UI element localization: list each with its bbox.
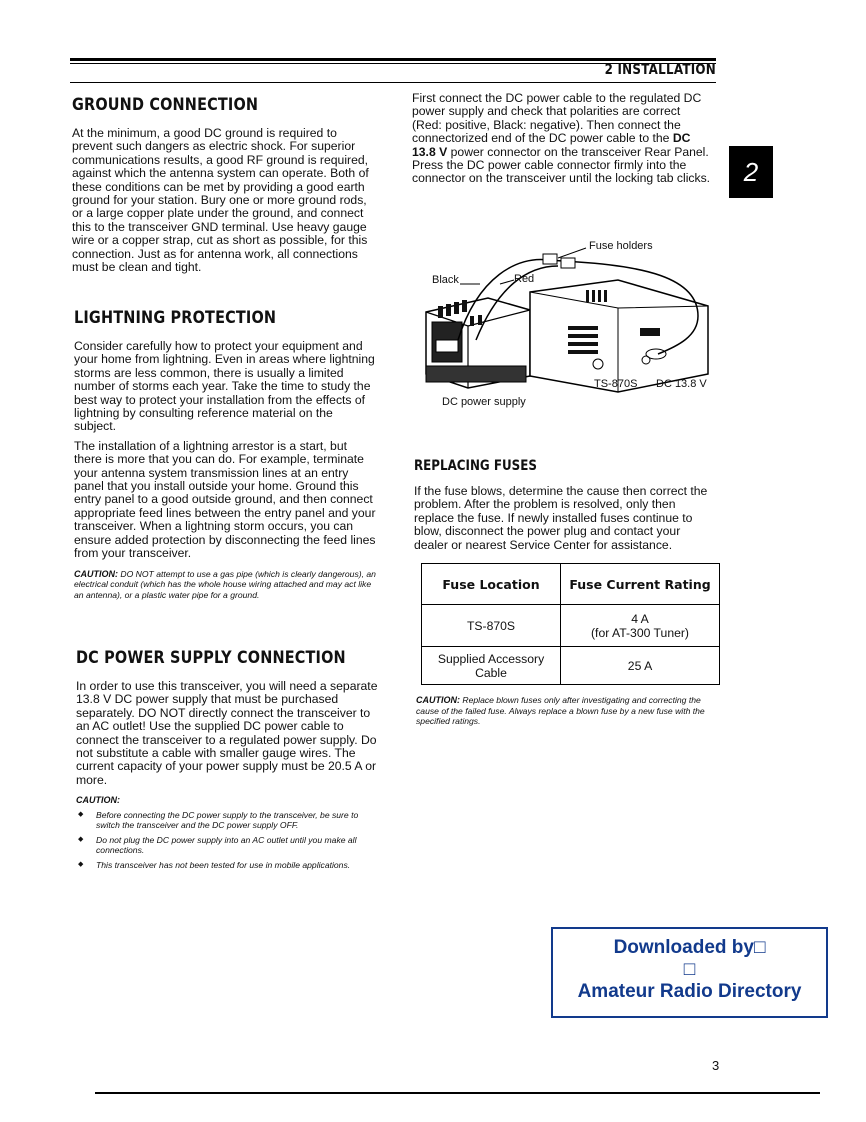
dc-caution-list	[76, 810, 378, 871]
ground-section	[72, 95, 372, 274]
table-row	[422, 605, 720, 647]
dc-connect-bold: DC 13.8 V	[412, 131, 691, 159]
header-fuse-rating: Fuse Current Rating	[561, 564, 720, 605]
download-stamp	[551, 927, 828, 1018]
fuse-location-cell: TS-870S	[422, 605, 561, 647]
page-number: 3	[712, 1058, 720, 1073]
section-header: 2 INSTALLATION	[604, 62, 716, 78]
lightning-p2: The installation of a lightning arrestor is a start, but there is more that you can do. For example, terminate your antenna system transmission lines at an entry panel that you install outside your home. Ground this entry panel to a good outside ground, and then connect appropriate feed lines between the entry panel and your transceiver. When a lightning storm occurs, you can ensure added protection by disconnecting the feed lines from your transceiver.	[74, 438, 376, 561]
fuses-section	[414, 458, 712, 552]
ground-body: At the minimum, a good DC ground is required to prevent such dangers as electric shock. For superior communications results, a good RF ground is required, against which the antenna system can operate. Both of these conditions can be met by providing a good earth ground for your station. Bury one or more ground rods, or a large copper plate under the ground, and connect this to the transceiver GND terminal. Use heavy gauge wire or a copper strap, cut as short as possible, for this connection. Just as for antenna work, all connections must be clean and tight.	[72, 126, 369, 275]
dc-caution-label	[76, 795, 378, 806]
fuse-rating-note: (for AT-300 Tuner)	[591, 625, 689, 640]
ground-title: GROUND CONNECTION	[72, 95, 259, 115]
power-supply-drawing	[426, 298, 530, 388]
lightning-section	[74, 308, 376, 600]
download-line-2: □	[683, 959, 696, 980]
table-row	[422, 647, 720, 685]
download-line-1: Downloaded by□	[613, 937, 766, 958]
fuse-location-cell: Supplied Accessory Cable	[422, 647, 561, 685]
dc-caution-item: ◆ Before connecting the DC power supply to the transceiver, be sure to switch the transceiver and the DC power supply OFF.	[76, 810, 378, 831]
fuse-rating-value: 4 A	[631, 611, 649, 626]
header-rule	[70, 58, 716, 61]
red-label: Red	[514, 273, 535, 285]
fuse-rating-cell: 25 A	[561, 647, 720, 685]
fuse-rating-cell	[561, 605, 720, 647]
download-line-3: Amateur Radio Directory	[577, 981, 802, 1002]
dc-13-8-label: DC 13.8 V	[656, 378, 707, 390]
dc-connect-intro-b: power connector on the transceiver Rear Panel. Press the DC power cable connector firmly into the connector on the transceiver until the locking tab clicks.	[412, 144, 711, 186]
fuses-caution-text: Replace blown fuses only after investigating and correcting the cause of the failed fuse. Always replace a blown fuse by a new fuse with the specified ratings.	[416, 695, 705, 726]
fuses-caution	[416, 695, 716, 727]
dc-caution-label-text: CAUTION:	[76, 795, 120, 806]
fuses-title: REPLACING FUSES	[414, 458, 537, 474]
chapter-tab: 2	[729, 146, 773, 198]
lightning-title: LIGHTNING PROTECTION	[74, 308, 277, 328]
lightning-caution-text: DO NOT attempt to use a gas pipe (which is clearly dangerous), an electrical conduit (which has the whole house wiring attached and may act like an antenna), or a plastic water pipe for a ground.	[74, 568, 376, 600]
dc-connect-text	[412, 92, 712, 186]
fuses-caution-label: CAUTION:	[416, 695, 460, 705]
dc-caution-item: ◆ Do not plug the DC power supply into an AC outlet until you make all connections.	[76, 835, 378, 856]
dc-power-supply-label: DC power supply	[442, 396, 526, 408]
fuse-table	[421, 563, 720, 685]
model-label: TS-870S	[594, 378, 638, 390]
dc-connect-intro-a: First connect the DC power cable to the regulated DC power supply and check that polarities are correct (Red: positive, Black: negative). Then connect the connectorized end of the DC power cable to the	[412, 91, 702, 146]
footer-rule	[95, 1092, 820, 1094]
lightning-p1: Consider carefully how to protect your equipment and your home from lightning. Even in areas where lightning storms are less common, there is usually a limited number of storms each year. Take the time to study the best way to protect your installation from the effects of lightning by consulting reference material on the subject.	[74, 339, 375, 434]
fuses-body: If the fuse blows, determine the cause then correct the problem. After the problem is resolved, only then replace the fuse. If newly installed fuses continue to blow, disconnect the power plug and contact your dealer or nearest Service Center for assistance.	[414, 484, 708, 552]
transceiver-drawing	[530, 280, 708, 392]
dc-caution-item: ◆ This transceiver has not been tested for use in mobile applications.	[76, 860, 378, 871]
black-label: Black	[432, 274, 459, 286]
dc-title: DC POWER SUPPLY CONNECTION	[76, 648, 346, 668]
fuse-holders-label: Fuse holders	[589, 240, 653, 252]
dc-section	[76, 648, 378, 874]
lightning-caution-label: CAUTION:	[74, 568, 118, 579]
header-underline	[70, 82, 716, 83]
lightning-caution	[74, 569, 376, 601]
dc-body: In order to use this transceiver, you will need a separate 13.8 V DC power supply that must be purchased separately. DO NOT directly connect the transceiver to an AC outlet! Use the supplied DC power cable to connect the transceiver to a regulated power supply. Do not substitute a cable with smaller gauge wires. The current capacity of your power supply must be 20.5 A or more.	[76, 679, 378, 787]
dc-connection-figure	[418, 236, 718, 412]
table-header-row	[422, 564, 720, 605]
header-fuse-location: Fuse Location	[422, 564, 561, 605]
dc-connect-paragraph	[412, 92, 712, 186]
